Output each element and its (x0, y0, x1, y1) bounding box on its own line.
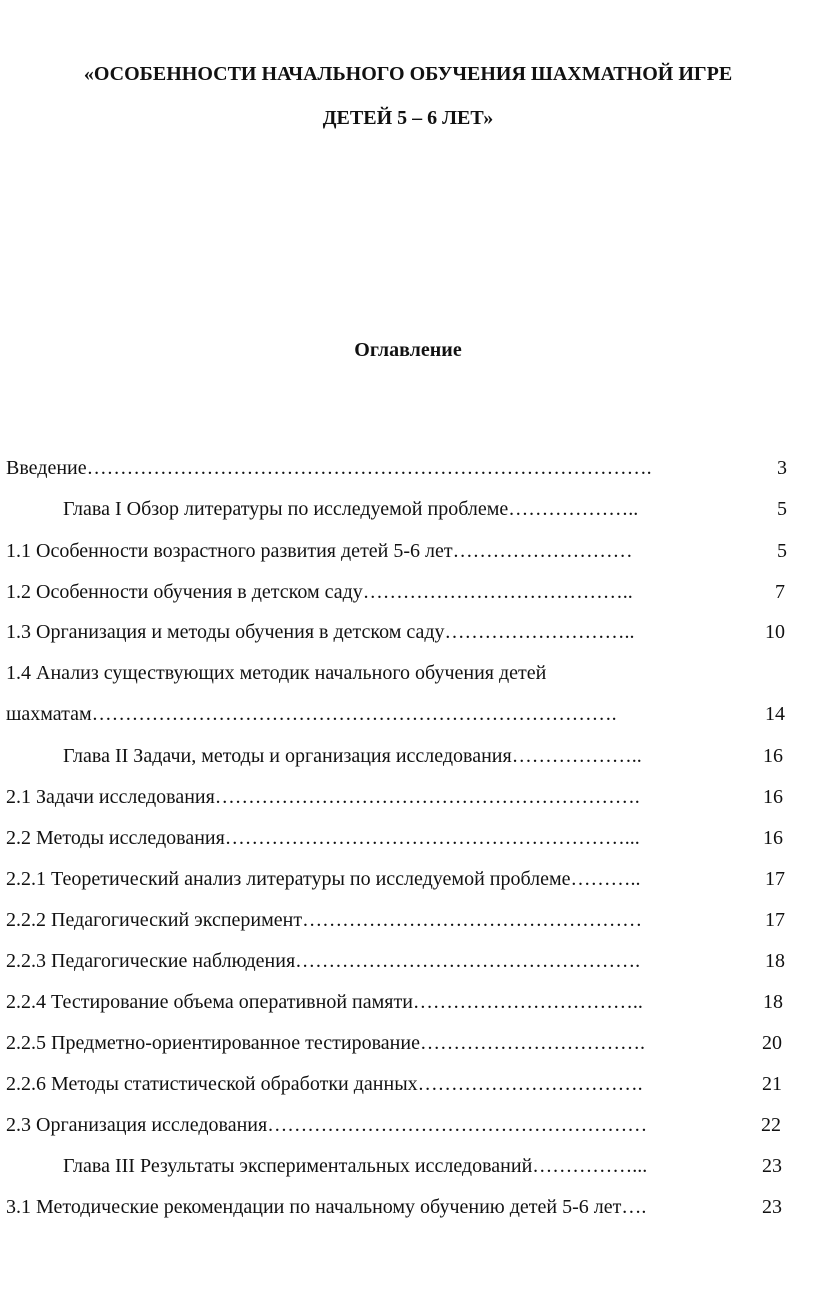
toc-entry (0, 905, 816, 935)
toc-entry-page: 7 (775, 581, 785, 603)
toc-entry (0, 946, 816, 976)
toc-entry-page: 22 (761, 1114, 781, 1136)
toc-entry-page: 21 (762, 1073, 782, 1095)
toc-entry-page: 16 (763, 827, 783, 849)
document-title-line-1: «ОСОБЕННОСТИ НАЧАЛЬНОГО ОБУЧЕНИЯ ШАХМАТНОЙ ИГРЕ (83, 63, 733, 85)
toc-entry-text: 1.3 Организация и методы обучения в детском саду……………………….. (6, 621, 640, 643)
toc-entry-text: 2.2.2 Педагогический эксперимент…………………………………………… (6, 909, 648, 931)
toc-entry-text: 2.1 Задачи исследования………………………………………………………. (6, 786, 645, 808)
toc-entry (0, 987, 816, 1017)
toc-entry-text: Глава III Результаты экспериментальных исследований……………... (63, 1155, 648, 1177)
toc-entry-text: 2.2.5 Предметно-ориентированное тестирование……………………………. (6, 1032, 650, 1054)
toc-entry-text: 2.3 Организация исследования………………………………………………… (6, 1114, 648, 1136)
toc-entry-text: 1.4 Анализ существующих методик начального обучения детей (6, 662, 547, 684)
toc-entry-page: 23 (762, 1196, 782, 1218)
toc-entry-text: Введение…………………………………………………………………………. (6, 457, 652, 479)
toc-entry (0, 864, 816, 894)
toc-entry (0, 699, 816, 729)
toc-entry-page: 20 (762, 1032, 782, 1054)
toc-entry (0, 1151, 816, 1181)
toc-entry (0, 823, 816, 853)
toc-entry (0, 617, 816, 647)
toc-entry-page: 18 (765, 950, 785, 972)
toc-entry-text: шахматам……………………………………………………………………. (6, 703, 622, 725)
toc-entry (0, 1110, 816, 1140)
toc-entry-page: 5 (777, 540, 787, 562)
toc-entry (0, 658, 816, 688)
toc-entry-page: 10 (765, 621, 785, 643)
toc-entry-page: 18 (763, 991, 783, 1013)
toc-entry-text: Глава II Задачи, методы и организация исследования……………….. (63, 745, 642, 767)
document-title-line-2: ДЕТЕЙ 5 – 6 ЛЕТ» (322, 107, 494, 129)
toc-entry-text: 2.2.6 Методы статистической обработки данных……………………………. (6, 1073, 648, 1095)
toc-entry (0, 453, 816, 483)
toc-entry-text: 2.2 Методы исследования……………………………………………………... (6, 827, 645, 849)
toc-entry-text: 2.2.3 Педагогические наблюдения……………………………………………. (6, 950, 646, 972)
toc-heading: Оглавление (354, 339, 462, 361)
toc-entry-page: 23 (762, 1155, 782, 1177)
toc-entry-text: Глава I Обзор литературы по исследуемой проблеме……………….. (63, 498, 639, 520)
toc-entry (0, 1069, 816, 1099)
toc-entry (0, 494, 816, 524)
toc-entry (0, 1192, 816, 1222)
toc-entry-text: 2.2.4 Тестирование объема оперативной памяти…………………………….. (6, 991, 648, 1013)
toc-entry-page: 17 (765, 909, 785, 931)
toc-entry-text: 1.2 Особенности обучения в детском саду………………………………….. (6, 581, 633, 603)
toc-entry-page: 3 (777, 457, 787, 479)
toc-entry-page: 5 (777, 498, 787, 520)
toc-entry (0, 577, 816, 607)
toc-entry (0, 782, 816, 812)
toc-entry-text: 2.2.1 Теоретический анализ литературы по исследуемой проблеме……….. (6, 868, 646, 890)
toc-entry-text: 3.1 Методические рекомендации по начальному обучению детей 5-6 лет…. (6, 1196, 647, 1218)
toc-entry-text: 1.1 Особенности возрастного развития детей 5-6 лет……………………… (6, 540, 633, 562)
toc-entry (0, 1028, 816, 1058)
toc-entry-page: 16 (763, 786, 783, 808)
toc-entry-page: 16 (763, 745, 783, 767)
toc-entry (0, 741, 816, 771)
toc-entry-page: 14 (765, 703, 785, 725)
toc-entry-page: 17 (765, 868, 785, 890)
toc-entry (0, 536, 816, 566)
